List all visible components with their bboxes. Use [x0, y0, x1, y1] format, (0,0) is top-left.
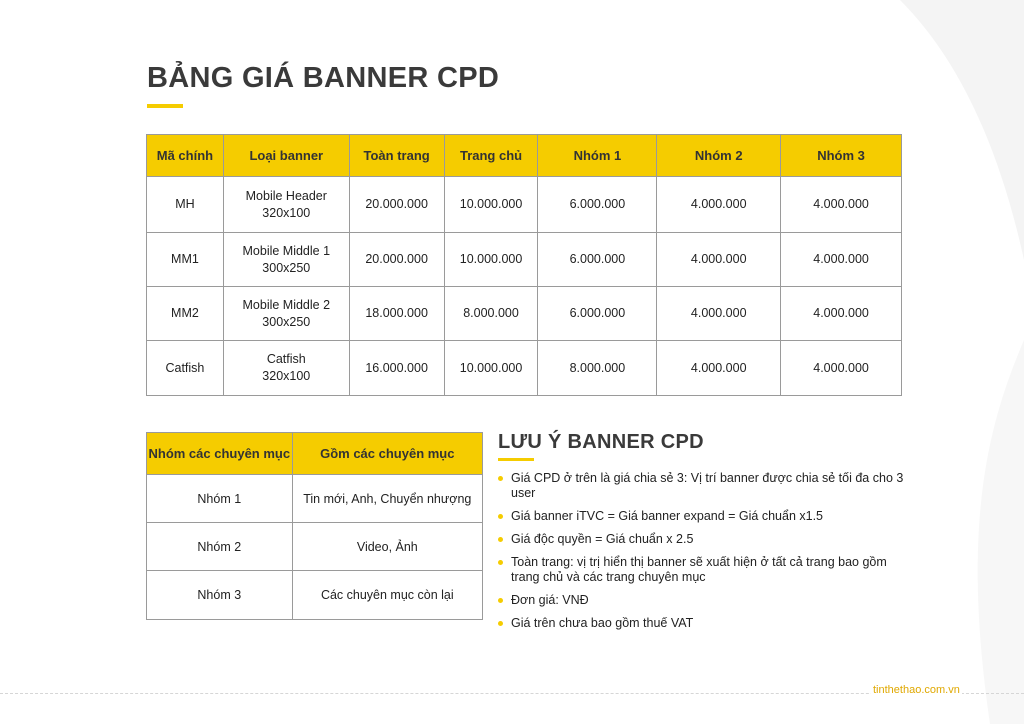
header-home: Trang chủ [444, 135, 538, 177]
table-row [147, 233, 902, 287]
cell-group-1: 8.000.000 [538, 341, 657, 396]
cell-code: MM2 [147, 287, 224, 341]
list-item [498, 616, 918, 631]
cell-full: 20.000.000 [349, 177, 444, 233]
cell-banner [223, 177, 349, 233]
cell-categories: Video, Ảnh [292, 523, 482, 571]
notes-underline [498, 458, 534, 461]
bullet-dot-icon [498, 476, 503, 481]
page-title: BẢNG GIÁ BANNER CPD [147, 62, 500, 94]
price-table [146, 134, 902, 396]
header-group: Nhóm các chuyên mục [147, 433, 293, 475]
cell-home: 10.000.000 [444, 177, 538, 233]
header-full-site: Toàn trang [349, 135, 444, 177]
note-text: Giá trên chưa bao gồm thuế VAT [511, 616, 694, 630]
cell-banner [223, 287, 349, 341]
header-banner-type: Loại banner [223, 135, 349, 177]
group-table-header-row [147, 433, 483, 475]
cell-code: Catfish [147, 341, 224, 396]
header-group-1: Nhóm 1 [538, 135, 657, 177]
bullet-dot-icon [498, 537, 503, 542]
cell-full: 20.000.000 [349, 233, 444, 287]
list-item [498, 532, 918, 547]
list-item [498, 593, 918, 608]
note-text: Giá độc quyền = Giá chuẩn x 2.5 [511, 532, 694, 546]
banner-name: Mobile Middle 2 [242, 297, 331, 312]
cell-group-3: 4.000.000 [781, 233, 902, 287]
title-underline [147, 104, 183, 108]
group-table [146, 432, 483, 620]
list-item [498, 509, 918, 524]
bullet-dot-icon [498, 598, 503, 603]
cell-group-2: 4.000.000 [657, 341, 781, 396]
note-text: Đơn giá: VNĐ [511, 593, 589, 607]
cell-categories: Tin mới, Anh, Chuyển nhượng [292, 475, 482, 523]
bullet-dot-icon [498, 514, 503, 519]
bullet-dot-icon [498, 560, 503, 565]
cell-group-1: 6.000.000 [538, 287, 657, 341]
cell-group-3: 4.000.000 [781, 177, 902, 233]
header-categories: Gồm các chuyên mục [292, 433, 482, 475]
cell-group-1: 6.000.000 [538, 177, 657, 233]
cell-code: MH [147, 177, 224, 233]
cell-code: MM1 [147, 233, 224, 287]
cell-group-3: 4.000.000 [781, 287, 902, 341]
banner-name: Catfish [266, 352, 306, 366]
cell-group-3: 4.000.000 [781, 341, 902, 396]
banner-size: 300x250 [262, 314, 311, 329]
note-text: Giá CPD ở trên là giá chia sẻ 3: Vị trí banner được chia sẻ tối đa cho 3 user [511, 471, 904, 500]
notes-title: LƯU Ý BANNER CPD [498, 431, 704, 453]
cell-group-2: 4.000.000 [657, 177, 781, 233]
cell-banner [223, 233, 349, 287]
list-item [498, 555, 918, 585]
note-text: Giá banner iTVC = Giá banner expand = Giá chuẩn x1.5 [511, 509, 823, 523]
cell-group: Nhóm 2 [147, 523, 293, 571]
cell-group-1: 6.000.000 [538, 233, 657, 287]
header-code: Mã chính [147, 135, 224, 177]
banner-size: 300x250 [262, 260, 311, 275]
cell-home: 10.000.000 [444, 341, 538, 396]
cell-group: Nhóm 3 [147, 571, 293, 620]
cell-categories: Các chuyên mục còn lại [292, 571, 482, 620]
cell-home: 10.000.000 [444, 233, 538, 287]
banner-name: Mobile Header [245, 188, 327, 203]
cell-group: Nhóm 1 [147, 475, 293, 523]
header-group-3: Nhóm 3 [781, 135, 902, 177]
table-row [147, 287, 902, 341]
banner-size: 320x100 [262, 205, 311, 220]
bullet-dot-icon [498, 621, 503, 626]
table-row [147, 523, 483, 571]
cell-group-2: 4.000.000 [657, 287, 781, 341]
cell-group-2: 4.000.000 [657, 233, 781, 287]
note-text: Toàn trang: vị trị hiển thị banner sẽ xuất hiện ở tất cả trang bao gồm trang chủ và các trang chuyên mục [511, 555, 887, 584]
price-table-header-row [147, 135, 902, 177]
cell-full: 16.000.000 [349, 341, 444, 396]
header-group-2: Nhóm 2 [657, 135, 781, 177]
table-row [147, 571, 483, 620]
footer-domain: tinthethao.com.vn [873, 684, 960, 696]
cell-full: 18.000.000 [349, 287, 444, 341]
table-row [147, 341, 902, 396]
cell-banner [223, 341, 349, 396]
table-row [147, 177, 902, 233]
notes-list [498, 471, 918, 639]
banner-size: 320x100 [262, 369, 311, 383]
banner-name: Mobile Middle 1 [242, 243, 331, 258]
list-item [498, 471, 918, 501]
cell-home: 8.000.000 [444, 287, 538, 341]
table-row [147, 475, 483, 523]
